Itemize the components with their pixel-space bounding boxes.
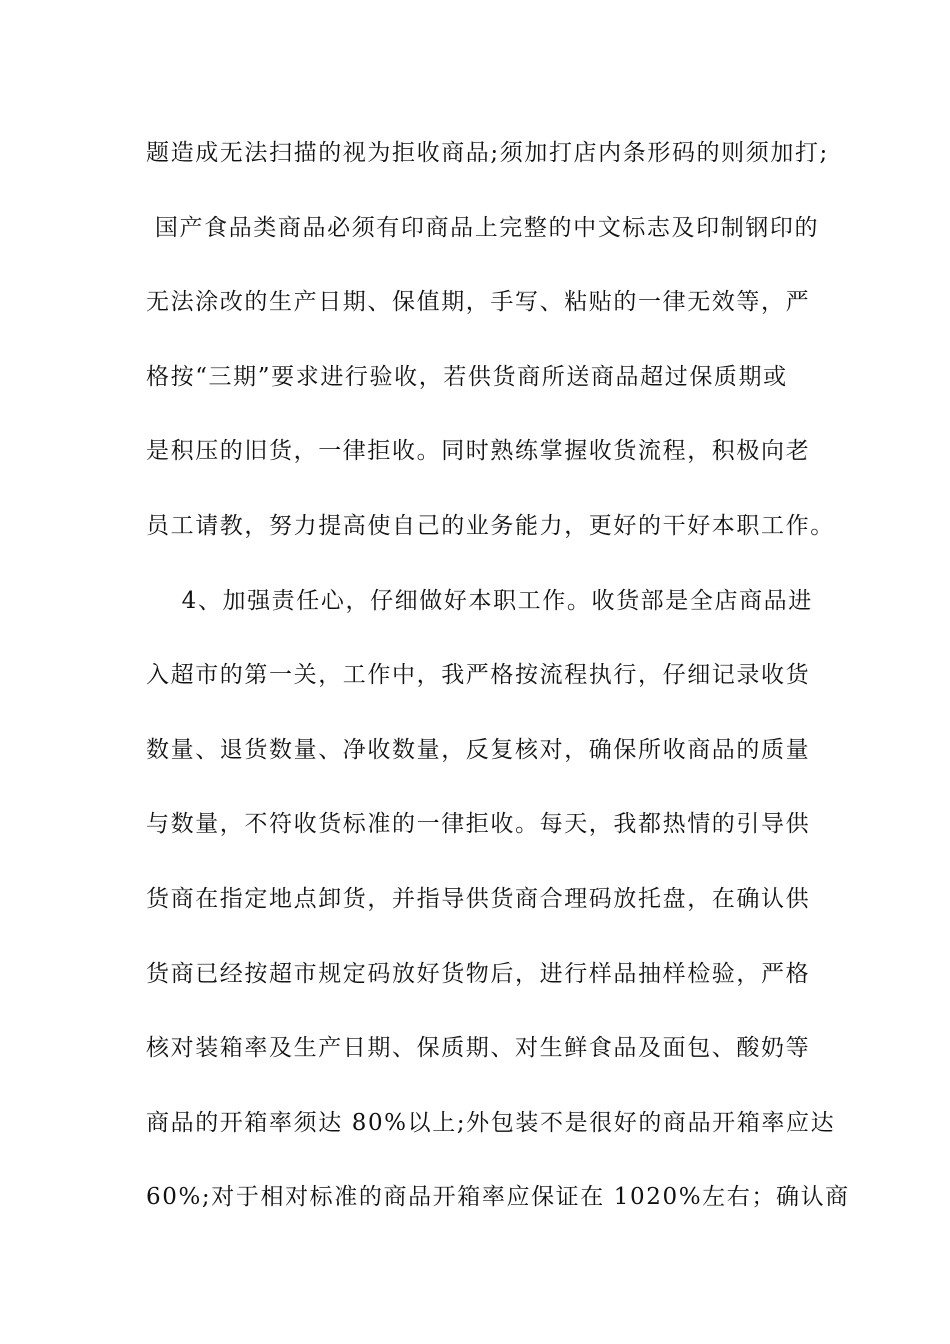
text-line-11: 货商在指定地点卸货，并指导供货商合理码放托盘，在确认供 — [146, 885, 811, 912]
text-line-10: 与数量，不符收货标准的一律拒收。每天，我都热情的引导供 — [146, 811, 811, 838]
text-line-5: 是积压的旧货，一律拒收。同时熟练掌握收货流程，积极向老 — [146, 438, 811, 465]
text-line-4: 格按“三期”要求进行验收，若供货商所送商品超过保质期或 — [146, 363, 788, 390]
text-line-2: 国产食品类商品必须有印商品上完整的中文标志及印制钢印的 — [146, 214, 820, 241]
text-line-15: 60%;对于相对标准的商品开箱率应保证在 1020%左右；确认商 — [146, 1184, 850, 1211]
text-line-6: 员工请教，努力提高使自己的业务能力，更好的干好本职工作。 — [146, 512, 835, 539]
text-line-8: 入超市的第一关，工作中，我严格按流程执行，仔细记录收货 — [146, 662, 811, 689]
document-body — [146, 128, 850, 1247]
text-line-3: 无法涂改的生产日期、保值期，手写、粘贴的一律无效等，严 — [146, 289, 811, 316]
text-line-1: 题造成无法扫描的视为拒收商品;须加打店内条形码的则须加打; — [146, 140, 829, 166]
text-line-13: 核对装箱率及生产日期、保质期、对生鲜食品及面包、酸奶等 — [146, 1035, 811, 1062]
text-line-12: 货商已经按超市规定码放好货物后，进行样品抽样检验，严格 — [146, 960, 811, 987]
text-line-7: 4、加强责任心，仔细做好本职工作。收货部是全店商品进 — [146, 587, 813, 614]
text-line-9: 数量、退货数量、净收数量，反复核对，确保所收商品的质量 — [146, 736, 811, 763]
text-line-14: 商品的开箱率须达 80%以上;外包装不是很好的商品开箱率应达 — [146, 1109, 836, 1136]
